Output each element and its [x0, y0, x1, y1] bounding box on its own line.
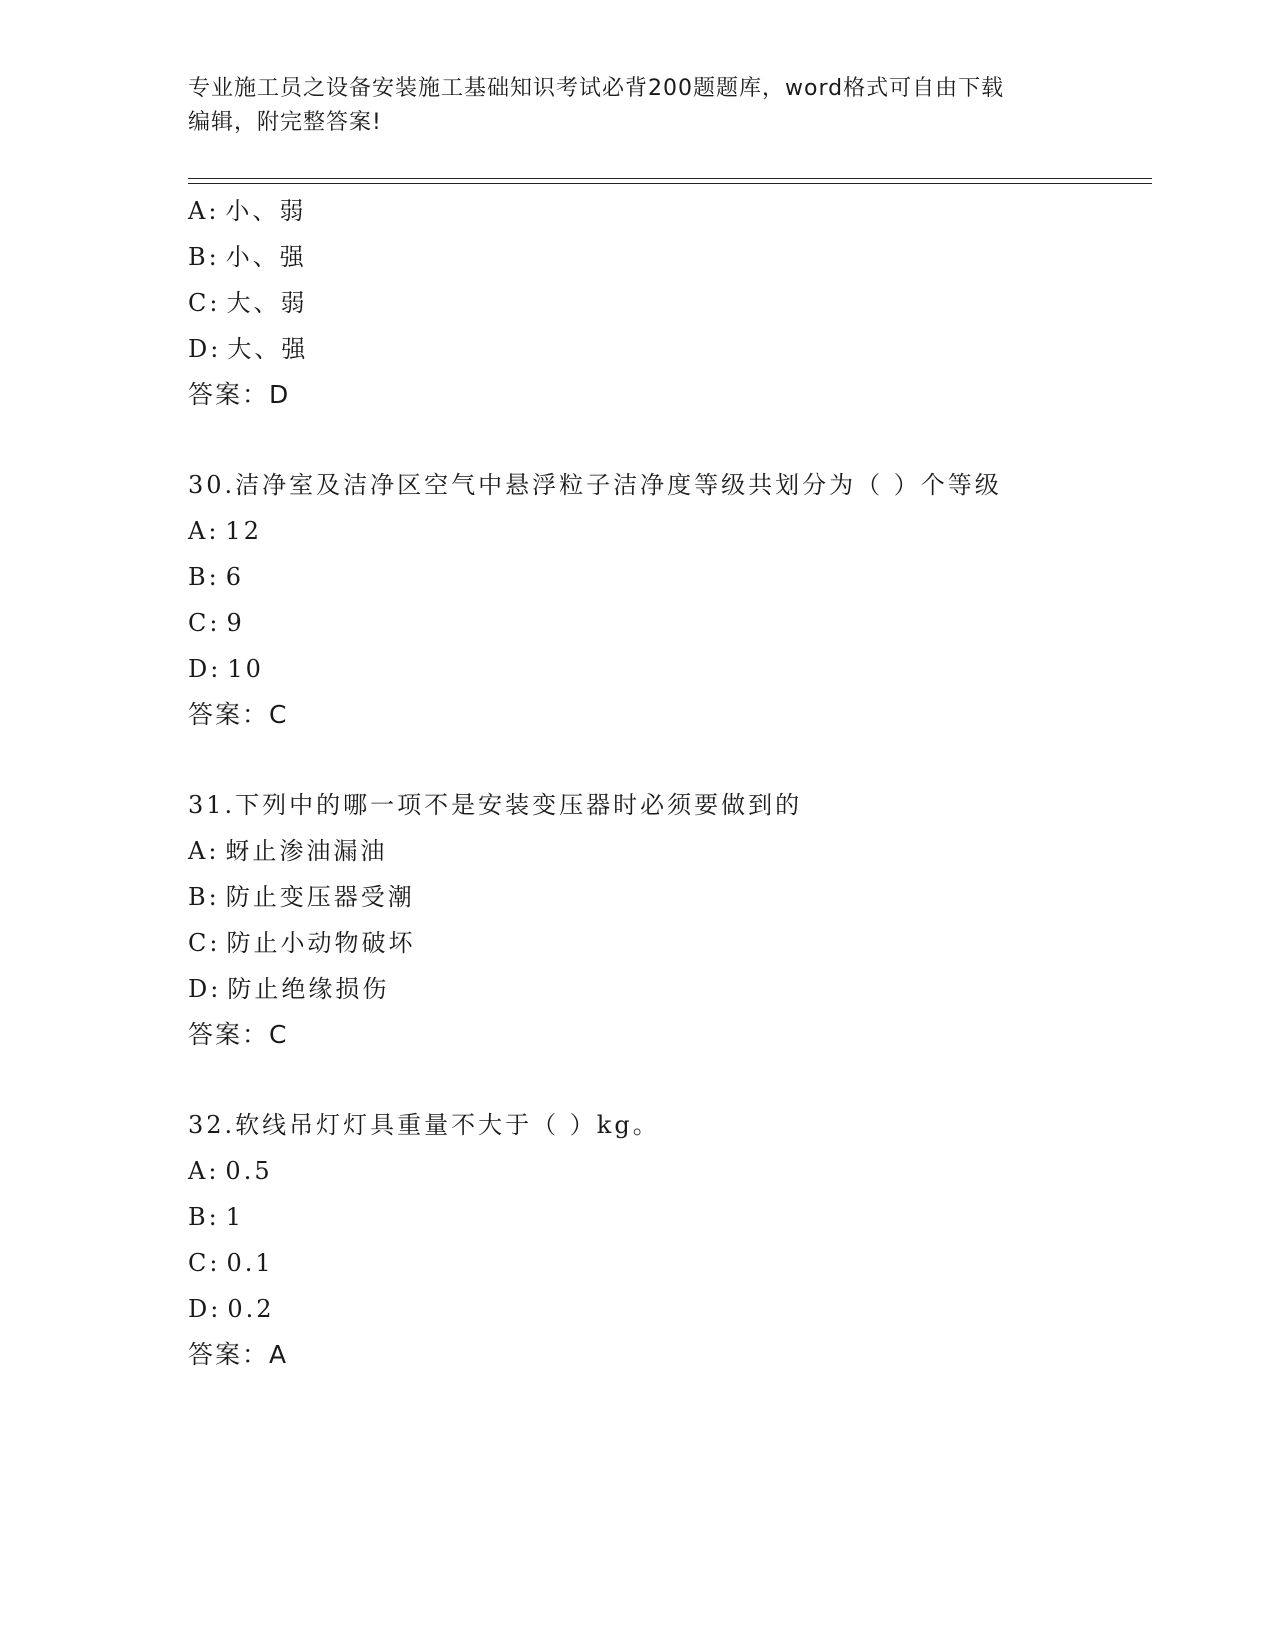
- option-text: 防止绝缘损伤: [227, 975, 390, 1003]
- option-b: [188, 874, 1148, 920]
- option-c: [188, 600, 1148, 646]
- option-c: [188, 280, 1148, 326]
- question-32: [188, 1102, 1148, 1378]
- option-label: B:: [188, 883, 220, 911]
- option-text: 12: [225, 517, 262, 545]
- option-label: A:: [188, 197, 220, 225]
- option-label: C:: [188, 929, 221, 957]
- option-text: 9: [226, 609, 245, 637]
- answer-line: 答案：C: [188, 1020, 289, 1049]
- option-c: [188, 920, 1148, 966]
- option-label: C:: [188, 1249, 221, 1277]
- option-text: 10: [227, 655, 264, 683]
- option-b: [188, 554, 1148, 600]
- option-text: 小、强: [225, 243, 307, 271]
- option-c: [188, 1240, 1148, 1286]
- header-rule-bottom: [188, 183, 1152, 184]
- option-text: 0.1: [226, 1249, 274, 1277]
- option-b: [188, 1194, 1148, 1240]
- option-text: 小、弱: [225, 197, 307, 225]
- option-label: D:: [188, 335, 222, 363]
- option-label: A:: [188, 837, 220, 865]
- option-a: [188, 1148, 1148, 1194]
- option-label: A:: [188, 1157, 220, 1185]
- option-label: D:: [188, 655, 222, 683]
- answer-line: 答案：A: [188, 1340, 289, 1369]
- question-title: 31.下列中的哪一项不是安装变压器时必须要做到的: [188, 791, 803, 819]
- option-label: B:: [188, 1203, 220, 1231]
- option-text: 6: [225, 563, 245, 591]
- header-line-1: 专业施工员之设备安装施工基础知识考试必背200题题库，word格式可自由下载: [188, 76, 1005, 101]
- option-a: [188, 188, 1148, 234]
- question-list: [188, 188, 1148, 1378]
- option-d: [188, 646, 1148, 692]
- option-label: B:: [188, 563, 220, 591]
- option-text: 1: [225, 1203, 245, 1231]
- option-b: [188, 234, 1148, 280]
- option-label: C:: [188, 609, 221, 637]
- option-text: 0.5: [225, 1157, 273, 1185]
- document-header: [188, 72, 1088, 140]
- option-label: B:: [188, 243, 220, 271]
- question-title: 32.软线吊灯灯具重量不大于（ ）kg。: [188, 1111, 660, 1139]
- question-title: 30.洁净室及洁净区空气中悬浮粒子洁净度等级共划分为（ ）个等级: [188, 471, 1002, 499]
- option-label: D:: [188, 975, 222, 1003]
- header-rule-top: [188, 178, 1152, 179]
- answer-line: 答案：C: [188, 700, 289, 729]
- answer-line: 答案：D: [188, 380, 291, 409]
- option-text: 0.2: [227, 1295, 275, 1323]
- question-previous: [188, 188, 1148, 418]
- question-31: [188, 782, 1148, 1058]
- option-d: [188, 326, 1148, 372]
- option-text: 大、弱: [226, 289, 308, 317]
- option-text: 防止小动物破坏: [226, 929, 416, 957]
- option-text: 大、强: [227, 335, 309, 363]
- option-label: A:: [188, 517, 220, 545]
- question-30: [188, 462, 1148, 738]
- header-line-2: 编辑，附完整答案!: [188, 110, 382, 135]
- option-a: [188, 828, 1148, 874]
- option-text: 蚜止渗油漏油: [225, 837, 388, 865]
- option-text: 防止变压器受潮: [225, 883, 415, 911]
- option-a: [188, 508, 1148, 554]
- option-d: [188, 966, 1148, 1012]
- option-label: D:: [188, 1295, 222, 1323]
- option-label: C:: [188, 289, 221, 317]
- option-d: [188, 1286, 1148, 1332]
